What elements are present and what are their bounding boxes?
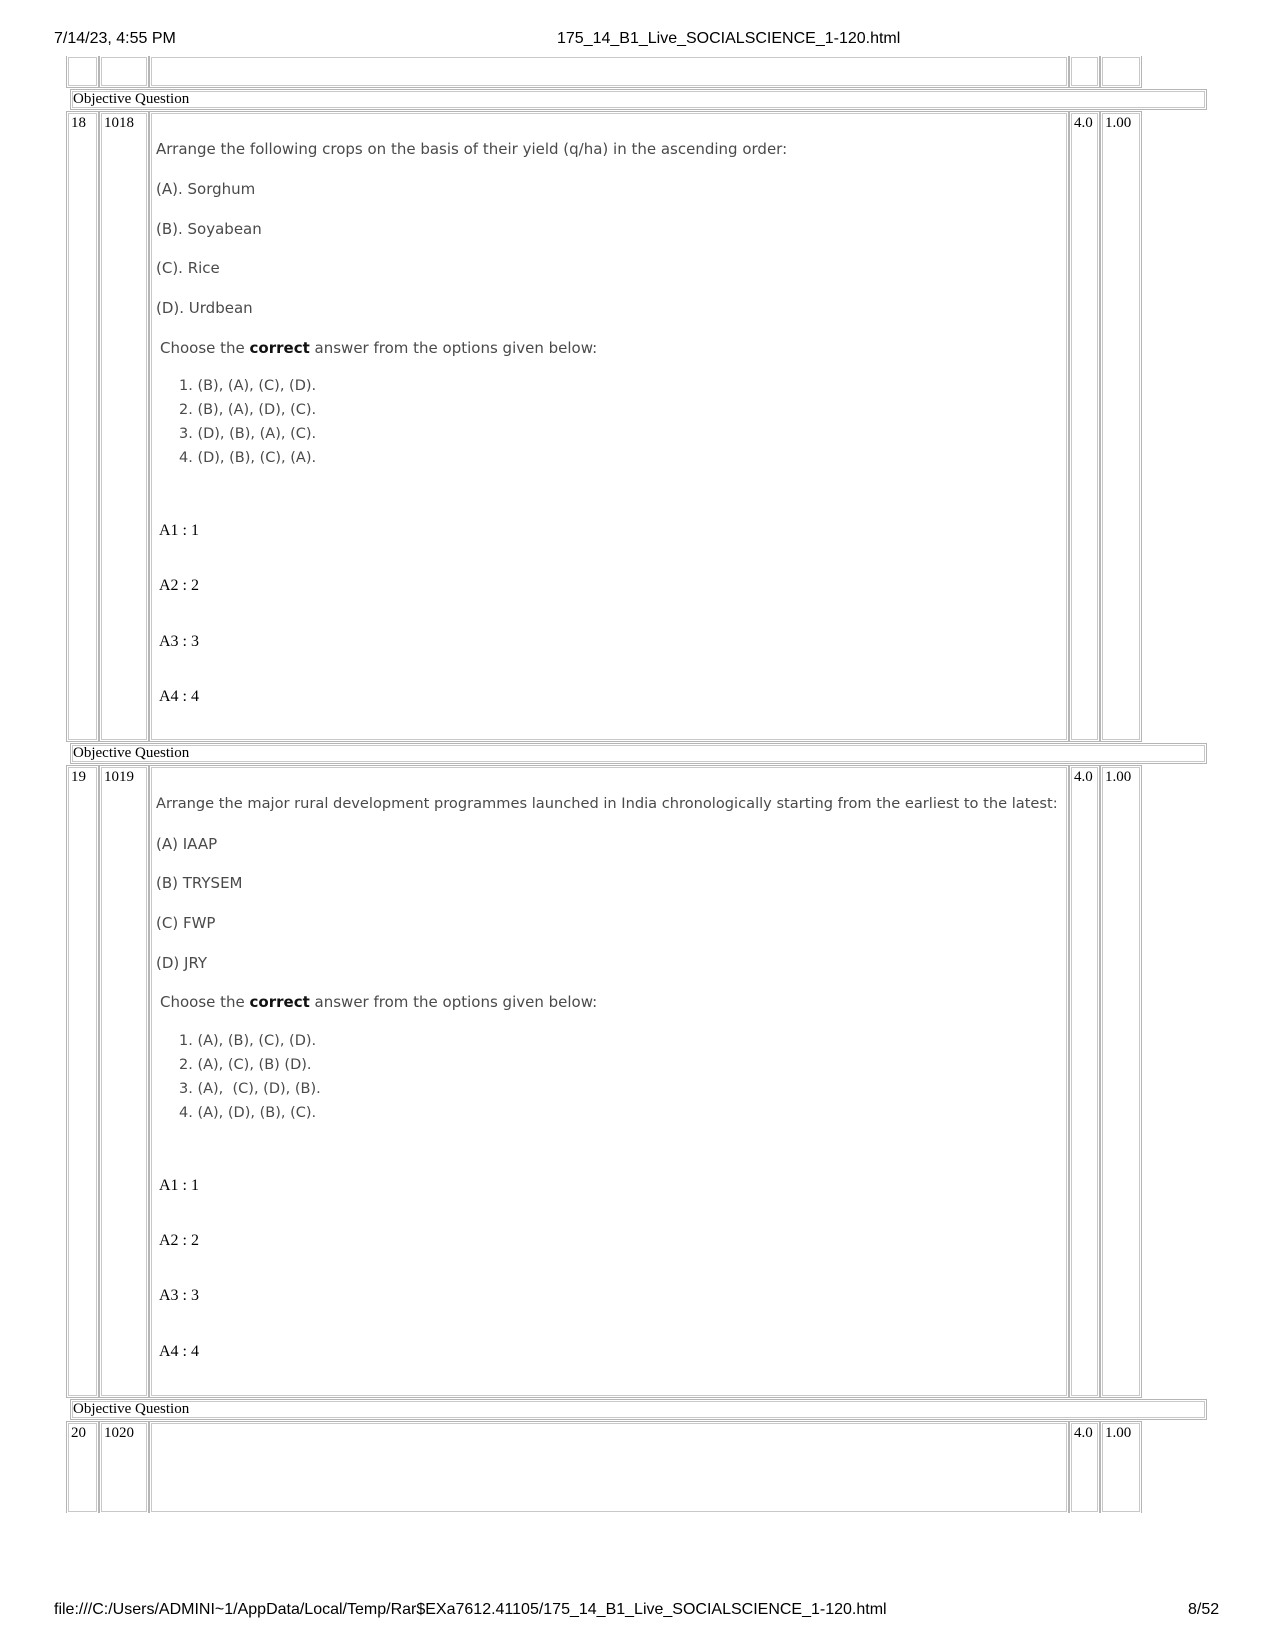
list-item: (C). Rice bbox=[156, 259, 220, 277]
option-item: 4. (A), (D), (B), (C). bbox=[179, 1105, 317, 1121]
answer-choice: A3 : 3 bbox=[159, 1287, 199, 1304]
answer-choice: A3 : 3 bbox=[159, 633, 199, 650]
file-path-link[interactable]: file:///C:/Users/ADMINI~1/AppData/Local/Temp/Rar$EXa7612.41105/175_14_B1_Live_SOCIALSCIENCE_1-120.html bbox=[54, 1601, 887, 1618]
list-item: (B). Soyabean bbox=[156, 220, 262, 238]
negative-marks-cell: 1.00 bbox=[1100, 111, 1142, 742]
page-number: 8/52 bbox=[1188, 1601, 1220, 1618]
option-item: 3. (D), (B), (A), (C). bbox=[179, 426, 317, 442]
choose-instruction: Choose the correct answer from the options given below: bbox=[160, 339, 598, 357]
list-item: (D). Urdbean bbox=[156, 299, 253, 317]
answer-choice: A4 : 4 bbox=[159, 688, 199, 705]
question-id-cell: 1019 bbox=[99, 765, 149, 1398]
negative-marks-cell: 1.00 bbox=[1100, 1421, 1142, 1513]
question-id-cell: 1018 bbox=[99, 111, 149, 742]
answer-choice: A4 : 4 bbox=[159, 1343, 199, 1360]
marks-cell: 4.0 bbox=[1069, 1421, 1100, 1513]
section-label: Objective Question bbox=[70, 1399, 1207, 1420]
option-item: 2. (B), (A), (D), (C). bbox=[179, 402, 317, 418]
marks-cell: 4.0 bbox=[1069, 765, 1100, 1398]
option-item: 1. (B), (A), (C), (D). bbox=[179, 378, 317, 394]
answer-choice: A2 : 2 bbox=[159, 577, 199, 594]
document-title: 175_14_B1_Live_SOCIALSCIENCE_1-120.html bbox=[557, 30, 901, 47]
list-item: (A) IAAP bbox=[156, 835, 218, 853]
section-label: Objective Question bbox=[70, 743, 1207, 764]
negative-marks-cell: 1.00 bbox=[1100, 765, 1142, 1398]
answer-choice: A1 : 1 bbox=[159, 1177, 199, 1194]
option-item: 2. (A), (C), (B) (D). bbox=[179, 1057, 312, 1073]
list-item: (C) FWP bbox=[156, 914, 216, 932]
marks-cell: 4.0 bbox=[1069, 111, 1100, 742]
list-item: (D) JRY bbox=[156, 954, 208, 972]
question-text: Arrange the major rural development programmes launched in India chronologically starting from the earliest to the latest: bbox=[156, 795, 1058, 812]
serial-number-cell: 20 bbox=[66, 1421, 99, 1513]
option-item: 4. (D), (B), (C), (A). bbox=[179, 450, 317, 466]
question-id-cell: 1020 bbox=[99, 1421, 149, 1513]
answer-choice: A1 : 1 bbox=[159, 522, 199, 539]
section-label: Objective Question bbox=[70, 89, 1207, 110]
option-item: 3. (A), (C), (D), (B). bbox=[179, 1081, 321, 1097]
print-datetime: 7/14/23, 4:55 PM bbox=[54, 30, 176, 47]
answer-choice: A2 : 2 bbox=[159, 1232, 199, 1249]
serial-number-cell: 18 bbox=[66, 111, 99, 742]
option-item: 1. (A), (B), (C), (D). bbox=[179, 1033, 317, 1049]
list-item: (A). Sorghum bbox=[156, 180, 256, 198]
question-body-cell bbox=[149, 1421, 1069, 1513]
list-item: (B) TRYSEM bbox=[156, 874, 243, 892]
choose-instruction: Choose the correct answer from the options given below: bbox=[160, 993, 598, 1011]
question-text: Arrange the following crops on the basis of their yield (q/ha) in the ascending order: bbox=[156, 140, 788, 158]
serial-number-cell: 19 bbox=[66, 765, 99, 1398]
